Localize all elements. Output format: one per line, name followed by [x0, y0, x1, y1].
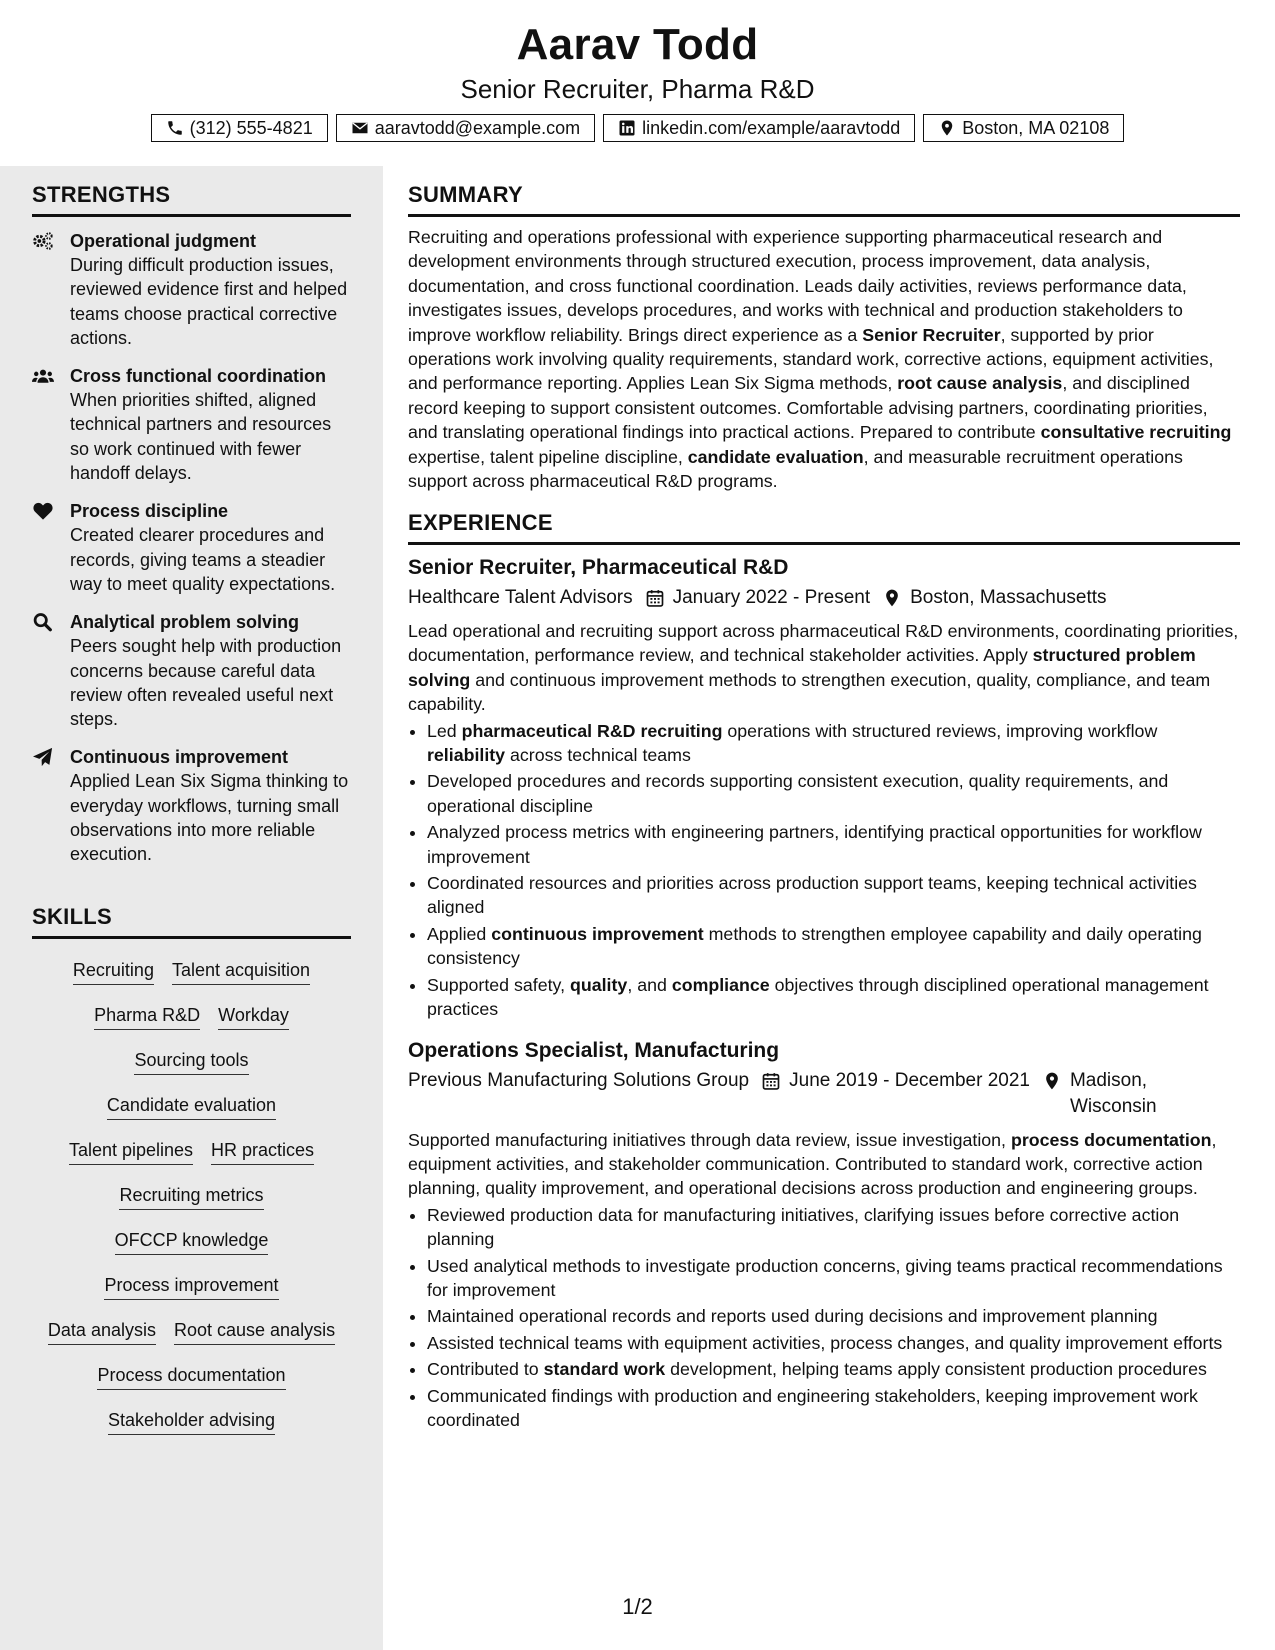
strength-item: [32, 499, 351, 596]
skill-tag: Talent acquisition: [172, 959, 310, 985]
summary-text: Recruiting and operations professional with experience supporting pharmaceutical research and development environments through structured execution, process improvement, data analysis, documentation, and cross functional coordination. Leads daily activities, reviews performance data, investigates issues, develops procedures, and works with technical and production stakeholders to improve workflow reliability. Brings direct experience as a Senior Recruiter, supported by prior operations work involving quality requirements, standard work, corrective actions, equipment activities, and performance reporting. Applies Lean Six Sigma methods, root cause analysis, and disciplined record keeping to support consistent outcomes. Comfortable advising partners, coordinating priorities, and translating operational findings into practical actions. Prepared to contribute consultative recruiting expertise, talent pipeline discipline, candidate evaluation, and measurable recruitment operations support across pharmaceutical R&D programs.: [408, 227, 1232, 492]
skill-row: [32, 1354, 351, 1399]
skills-heading: SKILLS: [32, 904, 351, 939]
job-meta: [408, 585, 1240, 611]
skill-tag: Data analysis: [48, 1319, 156, 1345]
linkedin-chip[interactable]: [603, 114, 915, 142]
bullet-item: • Developed procedures and records supporting consistent execution, quality requirements, and operational discipline: [427, 769, 1240, 818]
candidate-title: Senior Recruiter, Pharma R&D: [460, 74, 815, 104]
strength-item: [32, 745, 351, 866]
strengths-heading: STRENGTHS: [32, 182, 351, 217]
page-number: 1/2: [622, 1594, 653, 1619]
phone-icon: [166, 119, 184, 137]
skill-tag: Recruiting: [73, 959, 154, 985]
linkedin-text: linkedin.com/example/aaravtodd: [642, 117, 901, 138]
job-bullets: [408, 719, 1240, 1022]
strength-desc: When priorities shifted, aligned technical partners and resources so work continued with fewer handoff delays.: [70, 390, 332, 484]
strength-desc: Peers sought help with production concerns because careful data review often revealed useful next steps.: [70, 636, 342, 730]
skill-row: [32, 1039, 351, 1084]
email-chip[interactable]: [336, 114, 595, 142]
search-icon: [32, 610, 70, 731]
skill-tag: Stakeholder advising: [108, 1409, 275, 1435]
skill-tag: OFCCP knowledge: [115, 1229, 269, 1255]
gears-icon: [32, 229, 70, 350]
job-meta: [408, 1068, 1240, 1120]
strength-item: [32, 229, 351, 350]
heart-icon: [32, 499, 70, 596]
bullet-item: • Supported safety, quality, and compliance objectives through disciplined operational management practices: [427, 973, 1240, 1022]
skill-row: [32, 994, 351, 1039]
email-text: aaravtodd@example.com: [374, 117, 581, 138]
paper-plane-icon: [32, 745, 70, 866]
skill-row: [32, 1264, 351, 1309]
job-description: Lead operational and recruiting support across pharmaceutical R&D environments, coordinating priorities, documentation, performance review, and technical stakeholder activities. Apply structured problem solving and continuous improvement methods to strengthen execution, quality, compliance, and team capability.: [408, 621, 1239, 715]
job-description: Supported manufacturing initiatives through data review, issue investigation, process documentation, equipment activities, and stakeholder communication. Contributed to standard work, corrective action planning, quality improvement, and operational decisions across production and engineering groups.: [408, 1129, 1217, 1199]
bullet-item: • Maintained operational records and reports used during decisions and improvement planning: [427, 1304, 1240, 1328]
strength-title: Continuous improvement: [70, 747, 289, 768]
location-text: Boston, MA 02108: [962, 117, 1110, 138]
bullet-item: • Reviewed production data for manufacturing initiatives, clarifying issues before corrective action planning: [427, 1203, 1240, 1252]
bullet-item: • Contributed to standard work development, helping teams apply consistent production procedures: [427, 1357, 1240, 1381]
strength-title: Operational judgment: [70, 231, 257, 251]
bullet-item: • Communicated findings with production and engineering stakeholders, keeping improvement work coordinated: [427, 1384, 1240, 1433]
skill-tag: Candidate evaluation: [107, 1094, 276, 1120]
map-pin-icon: [882, 588, 902, 608]
skill-tag: Process documentation: [97, 1364, 285, 1390]
phone-text: (312) 555-4821: [189, 117, 313, 138]
experience-section: [408, 510, 1240, 1432]
strength-desc: Applied Lean Six Sigma thinking to everyday workflows, turning small observations into more reliable execution.: [70, 771, 349, 865]
skills-section: [32, 904, 351, 1444]
linkedin-icon: [618, 119, 636, 137]
map-pin-icon: [938, 119, 956, 137]
job-location: Madison, Wisconsin: [1069, 1069, 1157, 1117]
skills-list: [32, 949, 351, 1444]
summary-section: [408, 182, 1240, 493]
calendar-icon: [645, 588, 665, 608]
strength-item: [32, 364, 351, 485]
company-name: Previous Manufacturing Solutions Group: [408, 1069, 750, 1091]
skill-tag: Workday: [218, 1004, 289, 1030]
skill-tag: Recruiting metrics: [119, 1184, 263, 1210]
job-location: Boston, Massachusetts: [910, 587, 1107, 608]
strength-title: Analytical problem solving: [70, 612, 300, 633]
bullet-item: • Coordinated resources and priorities across production support teams, keeping technical activities aligned: [427, 871, 1240, 920]
location-chip: [923, 114, 1124, 142]
bullet-item: • Used analytical methods to investigate production concerns, giving teams practical recommendations for improvement: [427, 1254, 1240, 1303]
skill-row: [32, 1219, 351, 1264]
envelope-icon: [351, 119, 369, 137]
skill-row: [32, 1084, 351, 1129]
strength-desc: During difficult production issues, reviewed evidence first and helped teams choose practical corrective actions.: [70, 255, 348, 348]
job-dates: January 2022 - Present: [672, 587, 871, 608]
strength-title: Cross functional coordination: [70, 366, 327, 387]
job-entry: [408, 1036, 1240, 1433]
bullet-item: • Assisted technical teams with equipment activities, process changes, and quality improvement efforts: [427, 1331, 1240, 1355]
skill-tag: Talent pipelines: [69, 1139, 193, 1165]
contact-bar: [0, 114, 1275, 142]
skill-tag: Root cause analysis: [174, 1319, 335, 1345]
calendar-icon: [761, 1071, 781, 1091]
job-entry: [408, 553, 1240, 1022]
summary-heading: SUMMARY: [408, 182, 1240, 217]
map-pin-icon: [1042, 1071, 1062, 1091]
job-dates: June 2019 - December 2021: [789, 1069, 1030, 1091]
job-bullets: [408, 1203, 1240, 1433]
bullet-item: • Applied continuous improvement methods to strengthen employee capability and daily operating consistency: [427, 922, 1240, 971]
skill-row: [32, 1129, 351, 1174]
sidebar: [0, 166, 383, 1650]
candidate-name: Aarav Todd: [516, 20, 759, 69]
skill-tag: HR practices: [211, 1139, 314, 1165]
skill-tag: Pharma R&D: [94, 1004, 200, 1030]
phone-chip[interactable]: [151, 114, 328, 142]
strength-item: [32, 610, 351, 731]
strength-desc: Created clearer procedures and records, giving teams a steadier way to meet quality expectations.: [70, 525, 336, 594]
strengths-section: [32, 182, 351, 867]
skill-row: [32, 1174, 351, 1219]
skill-tag: Sourcing tools: [134, 1049, 248, 1075]
experience-heading: EXPERIENCE: [408, 510, 1240, 545]
skill-row: [32, 949, 351, 994]
job-title: Senior Recruiter, Pharmaceutical R&D: [408, 556, 789, 579]
company-name: Healthcare Talent Advisors: [408, 587, 633, 608]
skill-row: [32, 1309, 351, 1354]
skill-row: [32, 1399, 351, 1444]
resume-header: [0, 0, 1275, 166]
bullet-item: • Analyzed process metrics with engineering partners, identifying practical opportunities for workflow improvement: [427, 820, 1240, 869]
skill-tag: Process improvement: [104, 1274, 278, 1300]
job-title: Operations Specialist, Manufacturing: [408, 1038, 780, 1062]
users-icon: [32, 364, 70, 485]
bullet-item: • Led pharmaceutical R&D recruiting operations with structured reviews, improving workflow reliability across technical teams: [427, 719, 1240, 768]
strength-title: Process discipline: [70, 501, 229, 522]
